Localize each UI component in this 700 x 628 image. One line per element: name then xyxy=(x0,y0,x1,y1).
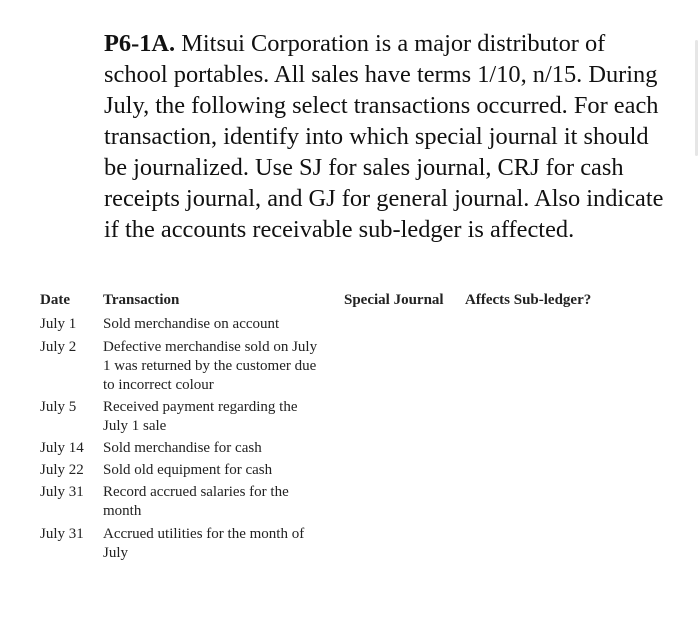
problem-text: Mitsui Corporation is a major distributor of school portables. All sales have terms 1/10, n/15. During July, the following select transactions occurred. For each transaction, identify into which special journal it should be journalized. Use SJ for sales journal, CRJ for cash receipts journal, and GJ for general journal. Also indicate if the accounts receivable sub-ledger is affected. xyxy=(104,30,664,243)
problem-number: P6-1A. xyxy=(104,30,176,57)
problem-statement xyxy=(104,28,664,245)
transactions-table xyxy=(40,291,680,563)
vertical-scrollbar[interactable] xyxy=(694,0,700,628)
table-row xyxy=(40,338,680,395)
row-transaction: Accrued utilities for the month of July xyxy=(103,526,305,561)
row-date: July 22 xyxy=(40,462,84,478)
header-date: Date xyxy=(40,292,70,308)
row-date: July 31 xyxy=(40,484,84,500)
header-affects-sub-ledger: Affects Sub-ledger? xyxy=(465,292,592,308)
table-row xyxy=(40,315,680,334)
scrollbar-thumb[interactable] xyxy=(695,40,698,156)
table-row xyxy=(40,461,680,480)
row-transaction: Received payment regarding the July 1 sale xyxy=(103,399,298,434)
row-transaction: Defective merchandise sold on July 1 was returned by the customer due to incorrect colour xyxy=(103,339,318,393)
row-transaction: Sold merchandise on account xyxy=(103,316,280,332)
header-special-journal: Special Journal xyxy=(344,292,444,308)
table-row xyxy=(40,439,680,458)
row-date: July 31 xyxy=(40,526,84,542)
row-date: July 1 xyxy=(40,316,77,332)
table-row xyxy=(40,483,680,521)
header-transaction: Transaction xyxy=(103,292,180,308)
row-transaction: Sold merchandise for cash xyxy=(103,440,262,456)
table-row xyxy=(40,525,680,563)
row-date: July 2 xyxy=(40,339,77,355)
table-row xyxy=(40,398,680,436)
row-date: July 5 xyxy=(40,399,77,415)
row-transaction: Sold old equipment for cash xyxy=(103,462,273,478)
row-transaction: Record accrued salaries for the month xyxy=(103,484,289,519)
row-date: July 14 xyxy=(40,440,84,456)
table-header xyxy=(40,291,680,315)
